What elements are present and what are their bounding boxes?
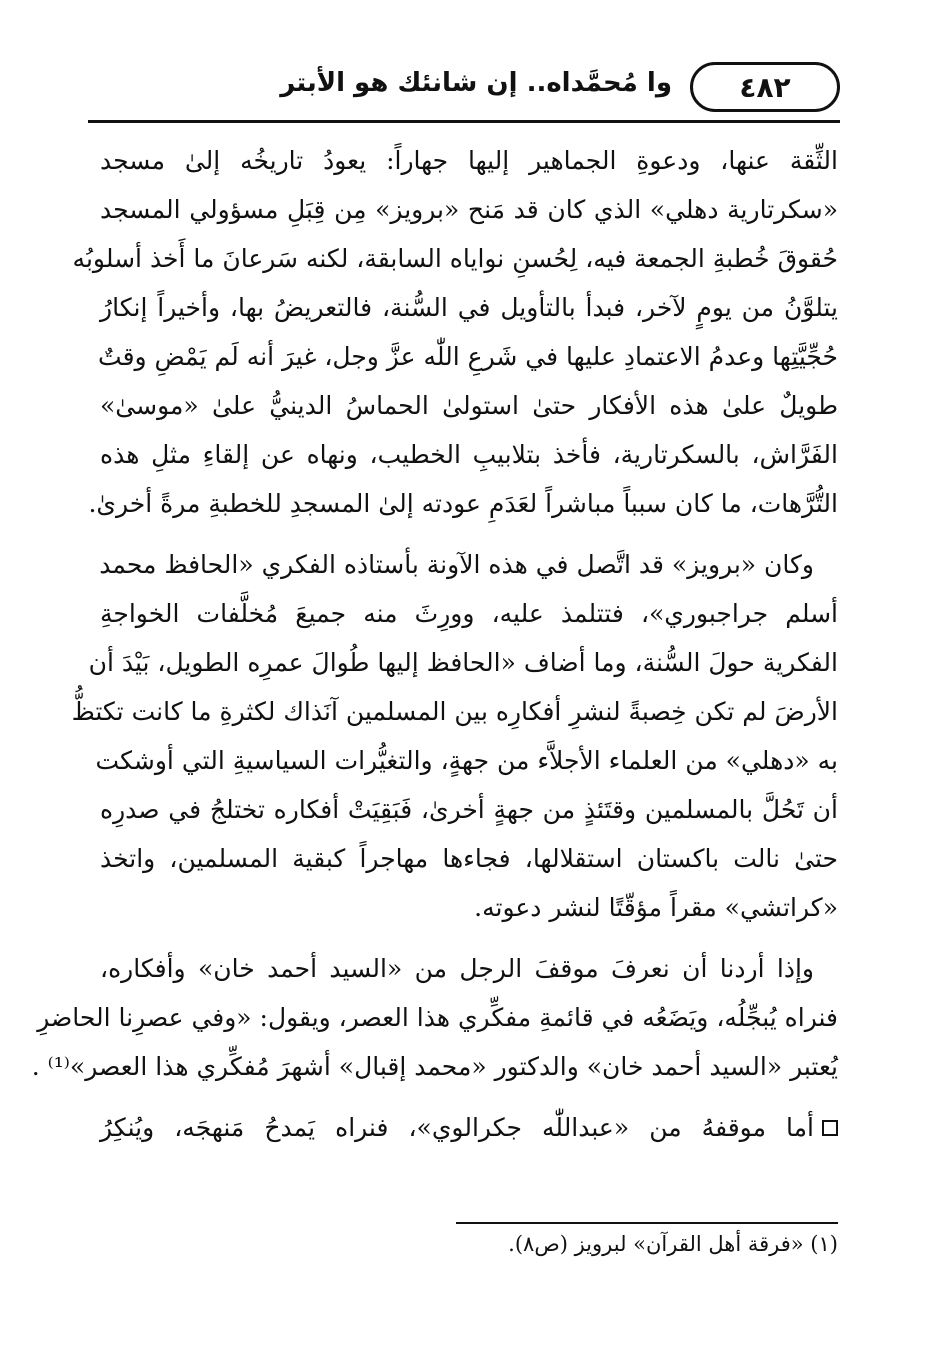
text-line: الفكرية حولَ السُّنة، وما أضاف «الحافظ إليها طُوالَ عمرِه الطويل، بَيْدَ أن — [88, 648, 838, 677]
text-line: حُجِّيَّتِها وعدمُ الاعتمادِ عليها في شَرعِ اللّٰه عزَّ وجل، غيرَ أنه لَم يَمْضِ وقتٌ — [98, 342, 838, 371]
paragraph — [71, 540, 838, 932]
text-line: وكان «برويز» قد اتَّصل في هذه الآونة بأستاذه الفكري «الحافظ محمد — [99, 550, 814, 579]
footnote-divider — [456, 1222, 838, 1224]
square-bullet-icon — [822, 1120, 838, 1136]
text-line: التُّرَّهات، ما كان سبباً مباشراً لعَدَمِ عودته إلىٰ المسجدِ للخطبةِ مرةً أخرىٰ. — [88, 489, 838, 518]
running-title: وا مُحمَّداه.. إن شانئك هو الأبتر — [280, 68, 672, 98]
text-line: الفَرَّاش، بالسكرتارية، فأخذ بتلابيبِ الخطيب، ونهاه عن إلقاءِ مثلِ هذه — [100, 440, 838, 469]
footnote: (١) «فرقة أهل القرآن» لبرويز (ص٨). — [508, 1232, 838, 1256]
text-line: الأرضَ لم تكن خِصبةً لنشرِ أفكارِه بين المسلمين آنَذاك لكثرةِ ما كانت تكتظُّ — [71, 697, 838, 726]
bullet-text: أما موقفهُ من «عبداللّٰه جكرالوي»، فنراه يَمدحُ مَنهجَه، ويُنكِرُ — [100, 1113, 814, 1142]
text-line: «كراتشي» مقراً مؤقّتًا لنشر دعوته. — [474, 893, 838, 922]
text-line: حُقوقَ خُطبةِ الجمعة فيه، لِحُسنِ نواياه السابقة، لكنه سَرعانَ ما أَخذ أسلوبُه — [72, 244, 838, 273]
text-line — [100, 1103, 838, 1152]
text-line: يُعتبر «السيد أحمد خان» والدكتور «محمد إقبال» أشهرَ مُفكِّري هذا العصر»⁽¹⁾ . — [31, 1052, 838, 1081]
paragraph — [100, 1103, 838, 1152]
page-number: ٤٨٢ — [690, 62, 840, 112]
text-line: أسلم جراجبوري»، فتتلمذ عليه، وورِثَ منه جميعَ مُخلَّفات الخواجةِ — [100, 599, 838, 628]
text-line: طويلٌ علىٰ هذه الأفكار حتىٰ استولىٰ الحماسُ الدينيُّ علىٰ «موسىٰ» — [100, 391, 838, 420]
text-line: به «دهلي» من العلماء الأجلاَّء من جهةٍ، والتغيُّرات السياسيةِ التي أوشكت — [95, 746, 838, 775]
body-text — [31, 136, 838, 1152]
text-line: فنراه يُبجِّلُه، ويَضَعُه في قائمةِ مفكِّري هذا العصر، ويقول: «وفي عصرِنا الحاضرِ — [37, 1003, 838, 1032]
text-line: وإذا أردنا أن نعرفَ موقفَ الرجل من «السيد أحمد خان» وأفكاره، — [100, 954, 814, 983]
text-line: يتلوَّنُ من يومٍ لآخر، فبدأ بالتأويل في السُّنة، فالتعريضُ بها، وأخيراً إنكارُ — [100, 293, 838, 322]
text-line: الثِّقة عنها، ودعوةِ الجماهير إليها جهاراً: يعودُ تاريخُه إلىٰ مسجد — [100, 146, 838, 175]
paragraph — [31, 944, 838, 1091]
page-header — [88, 62, 840, 123]
text-line: أن تَحُلَّ بالمسلمين وقتَئذٍ من جهةٍ أخرىٰ، فَبَقِيَتْ أفكاره تختلجُ في صدرِه — [100, 795, 838, 824]
text-line: «سكرتارية دهلي» الذي كان قد مَنح «برويز» مِن قِبَلِ مسؤولي المسجد — [100, 195, 838, 224]
text-line: حتىٰ نالت باكستان استقلالها، فجاءها مهاجراً كبقية المسلمين، واتخذ — [100, 844, 838, 873]
paragraph — [72, 136, 838, 528]
